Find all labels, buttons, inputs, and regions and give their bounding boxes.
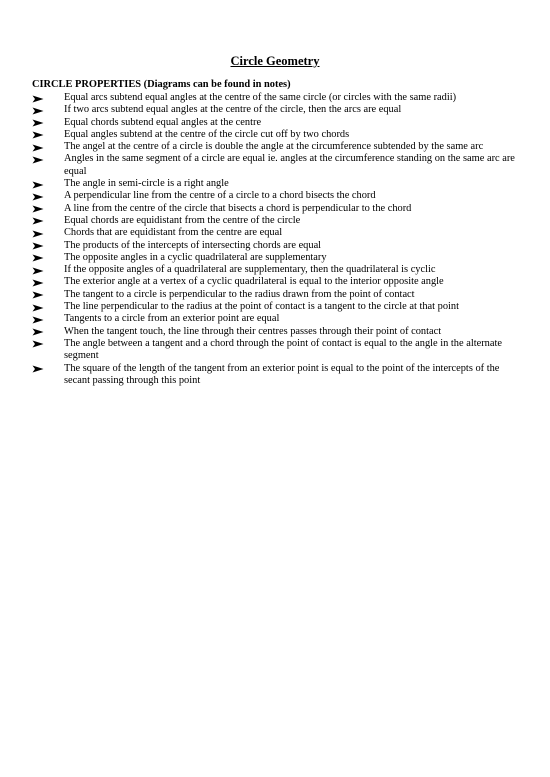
list-item	[32, 178, 522, 190]
arrowhead-bullet-icon	[32, 107, 44, 115]
list-item-text: Angles in the same segment of a circle are equal ie. angles at the circumference standing on the same arc are equal	[64, 153, 515, 177]
list-item-text: A line from the centre of the circle that bisects a chord is perpendicular to the chord	[64, 202, 412, 214]
list-item-text: The exterior angle at a vertex of a cyclic quadrilateral is equal to the interior opposite angle	[64, 276, 444, 288]
arrowhead-bullet-icon	[32, 181, 44, 189]
list-item	[32, 153, 522, 178]
list-item-text: Tangents to a circle from an exterior point are equal	[64, 313, 280, 325]
arrowhead-bullet-icon	[32, 267, 44, 275]
arrowhead-bullet-icon	[32, 304, 44, 312]
list-item-text: When the tangent touch, the line through their centres passes through their point of contact	[64, 325, 442, 337]
list-item	[32, 190, 522, 202]
list-item	[32, 338, 522, 363]
arrowhead-bullet-icon	[32, 144, 44, 152]
arrowhead-bullet-icon	[32, 328, 44, 336]
list-item	[32, 117, 522, 129]
arrowhead-bullet-icon	[32, 156, 44, 164]
arrowhead-bullet-icon	[32, 279, 44, 287]
arrowhead-bullet-icon	[32, 217, 44, 225]
arrowhead-bullet-icon	[32, 205, 44, 213]
arrowhead-bullet-icon	[32, 340, 44, 348]
list-item-text: The angle between a tangent and a chord through the point of contact is equal to the angle in the alternate segment	[64, 337, 502, 362]
list-item-text: If the opposite angles of a quadrilateral are supplementary, then the quadrilateral is cyclic	[64, 264, 436, 276]
list-item	[32, 289, 522, 301]
list-item-text: Equal chords are equidistant from the centre of the circle	[64, 214, 301, 226]
section-heading: CIRCLE PROPERTIES (Diagrams can be found in notes)	[32, 79, 291, 90]
list-item-text: The line perpendicular to the radius at the point of contact is a tangent to the circle at that point	[64, 301, 459, 313]
arrowhead-bullet-icon	[32, 254, 44, 262]
list-item	[32, 326, 522, 338]
list-item	[32, 104, 522, 116]
list-item	[32, 264, 522, 276]
list-item-text: Chords that are equidistant from the centre are equal	[64, 227, 283, 239]
list-item-text: Equal angles subtend at the centre of the circle cut off by two chords	[64, 128, 350, 140]
list-item	[32, 363, 522, 388]
page-title: Circle Geometry	[230, 54, 320, 68]
list-item	[32, 215, 522, 227]
list-item-text: If two arcs subtend equal angles at the centre of the circle, then the arcs are equal	[64, 104, 402, 116]
arrowhead-bullet-icon	[32, 131, 44, 139]
properties-list	[32, 92, 522, 387]
arrowhead-bullet-icon	[32, 119, 44, 127]
list-item-text: A perpendicular line from the centre of a circle to a chord bisects the chord	[64, 190, 376, 202]
arrowhead-bullet-icon	[32, 291, 44, 299]
arrowhead-bullet-icon	[32, 193, 44, 201]
list-item-text: The tangent to a circle is perpendicular to the radius drawn from the point of contact	[64, 288, 415, 300]
list-item-text: The angel at the centre of a circle is double the angle at the circumference subtended by the same arc	[64, 141, 484, 153]
list-item	[32, 92, 522, 104]
list-item	[32, 240, 522, 252]
list-item	[32, 276, 522, 288]
list-item-text: Equal chords subtend equal angles at the centre	[64, 116, 262, 128]
list-item	[32, 313, 522, 325]
list-item	[32, 203, 522, 215]
list-item-text: Equal arcs subtend equal angles at the centre of the same circle (or circles with the same radii)	[64, 92, 457, 103]
list-item-text: The opposite angles in a cyclic quadrilateral are supplementary	[64, 251, 327, 263]
list-item	[32, 252, 522, 264]
arrowhead-bullet-icon	[32, 242, 44, 250]
arrowhead-bullet-icon	[32, 230, 44, 238]
list-item-text: The products of the intercepts of intersecting chords are equal	[64, 239, 322, 251]
arrowhead-bullet-icon	[32, 365, 44, 373]
arrowhead-bullet-icon	[32, 95, 44, 103]
list-item	[32, 301, 522, 313]
list-item	[32, 227, 522, 239]
arrowhead-bullet-icon	[32, 316, 44, 324]
list-item-text: The square of the length of the tangent from an exterior point is equal to the point of the intercepts of the secant passing through this point	[64, 362, 500, 386]
list-item	[32, 129, 522, 141]
list-item-text: The angle in semi-circle is a right angle	[64, 178, 229, 190]
list-item	[32, 141, 522, 153]
